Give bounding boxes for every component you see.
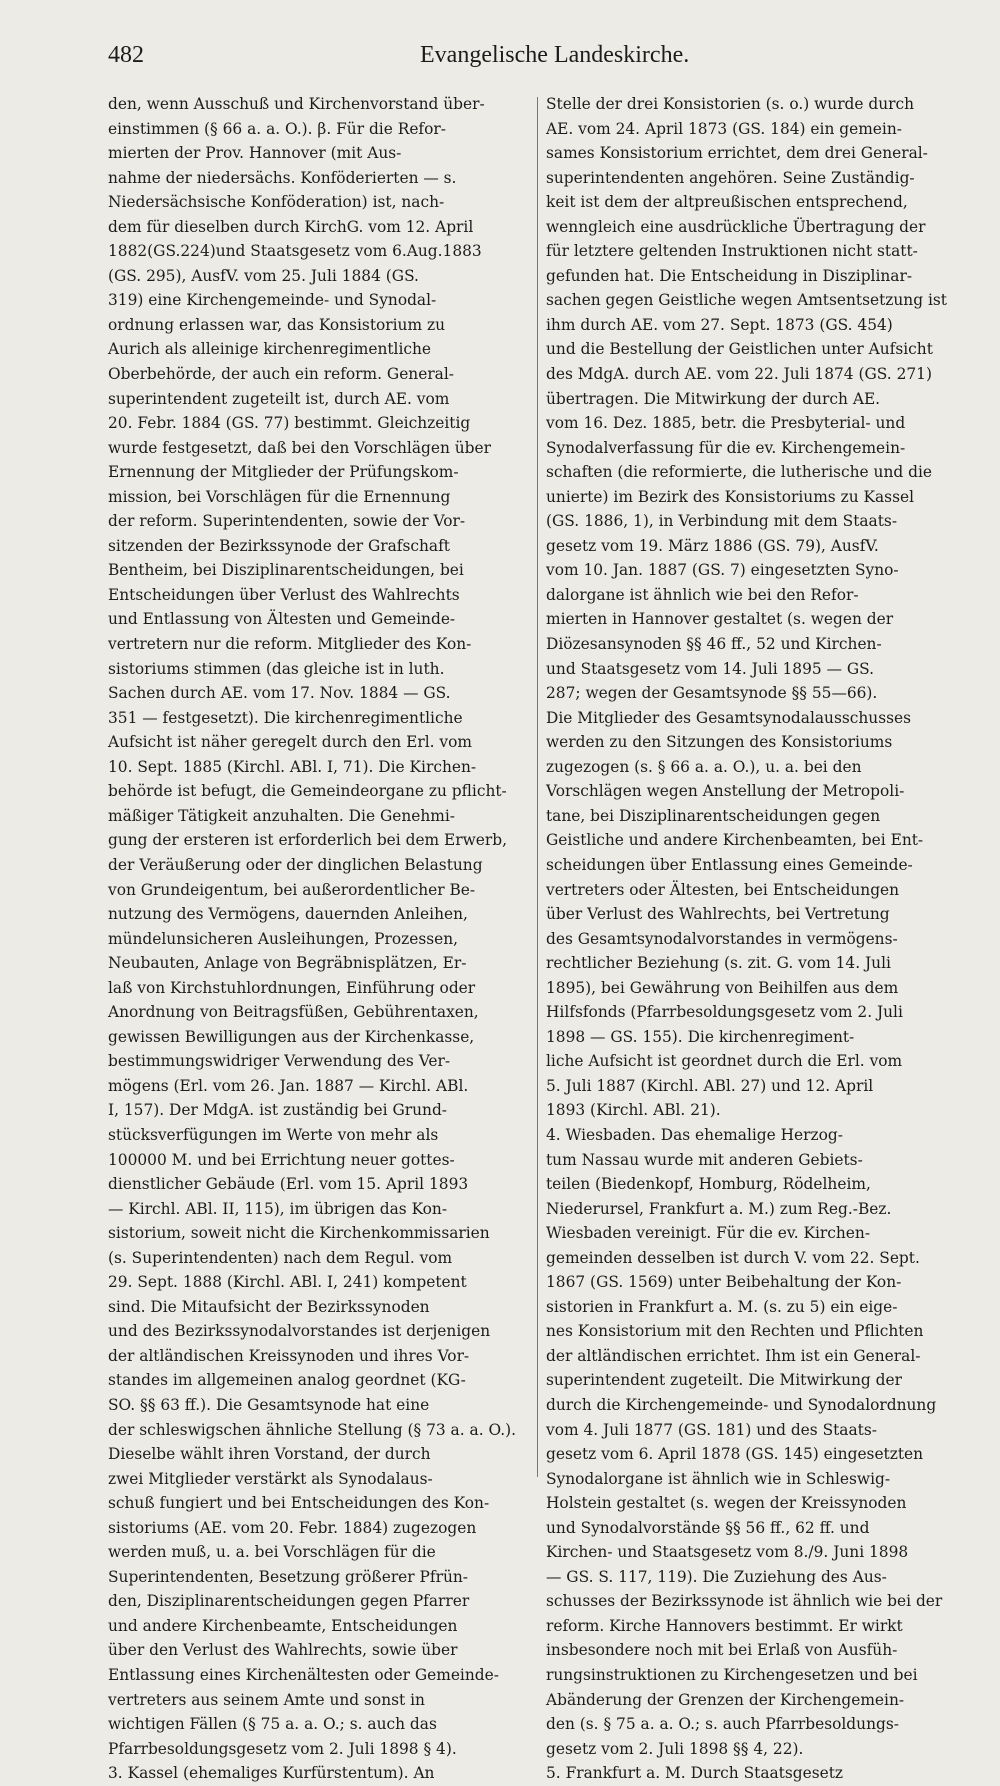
text-line: rechtlicher Beziehung (s. zit. G. vom 14. Juli — [546, 954, 891, 973]
text-line: werden zu den Sitzungen des Konsistoriums — [546, 733, 893, 752]
text-line: schuß fungiert und bei Entscheidungen des Kon- — [108, 1494, 490, 1513]
text-line: 319) eine Kirchengemeinde- und Synodal- — [108, 291, 437, 310]
text-line: werden muß, u. a. bei Vorschlägen für die — [108, 1543, 436, 1562]
text-line: durch die Kirchengemeinde- und Synodalordnung — [546, 1395, 937, 1414]
text-line: unierte) im Bezirk des Konsistoriums zu Kassel — [546, 487, 915, 506]
text-line: vertreters aus seinem Amte und sonst in — [108, 1690, 425, 1709]
text-line: reform. Kirche Hannovers bestimmt. Er wirkt — [546, 1616, 903, 1635]
text-line: zugezogen (s. § 66 a. a. O.), u. a. bei den — [546, 757, 862, 776]
text-line: 351 — festgesetzt). Die kirchenregimentliche — [108, 708, 463, 727]
text-line: insbesondere noch mit bei Erlaß von Ausfüh- — [546, 1641, 898, 1660]
text-line: standes im allgemeinen analog geordnet (KG- — [108, 1371, 466, 1390]
text-line: 287; wegen der Gesamtsynode §§ 55—66). — [546, 684, 878, 703]
text-line: 1895), bei Gewährung von Beihilfen aus dem — [546, 978, 899, 997]
text-line: dem für dieselben durch KirchG. vom 12. April — [108, 217, 474, 236]
text-line: wichtigen Fällen (§ 75 a. a. O.; s. auch das — [108, 1715, 437, 1734]
text-line: (GS. 295), AusfV. vom 25. Juli 1884 (GS. — [108, 266, 419, 285]
text-line: den (s. § 75 a. a. O.; s. auch Pfarrbesoldungs- — [546, 1715, 899, 1734]
text-line: des MdgA. durch AE. vom 22. Juli 1874 (GS. 271) — [546, 365, 932, 384]
text-line: sachen gegen Geistliche wegen Amtsentsetzung ist — [546, 291, 947, 310]
text-line: tum Nassau wurde mit anderen Gebiets- — [546, 1150, 863, 1169]
text-line: sitzenden der Bezirkssynode der Grafschaft — [108, 536, 450, 555]
text-line: 10. Sept. 1885 (Kirchl. ABl. I, 71). Die Kirchen- — [108, 757, 477, 776]
text-line: den, wenn Ausschuß und Kirchenvorstand über- — [108, 95, 485, 113]
text-line: der schleswigschen ähnliche Stellung (§ 73 a. a. O.). — [108, 1420, 516, 1439]
text-line: Hilfsfonds (Pfarrbesoldungsgesetz vom 2. Juli — [546, 1003, 903, 1022]
text-line: — Kirchl. ABl. II, 115), im übrigen das Kon- — [108, 1199, 448, 1218]
text-line: dalorgane ist ähnlich wie bei den Refor- — [546, 585, 859, 604]
text-line: nutzung des Vermögens, dauernden Anleihen, — [108, 905, 468, 924]
text-line: mierten in Hannover gestaltet (s. wegen der — [546, 610, 894, 629]
text-line: mäßiger Tätigkeit anzuhalten. Die Genehmi- — [108, 806, 455, 825]
text-line: stücksverfügungen im Werte von mehr als — [108, 1125, 439, 1144]
text-line: Pfarrbesoldungsgesetz vom 2. Juli 1898 § 4). — [108, 1739, 457, 1758]
text-line: teilen (Biedenkopf, Homburg, Rödelheim, — [546, 1175, 871, 1194]
text-line: übertragen. Die Mitwirkung der durch AE. — [546, 389, 881, 408]
text-line: 20. Febr. 1884 (GS. 77) bestimmt. Gleichzeitig — [108, 414, 471, 433]
text-line: zwei Mitglieder verstärkt als Synodalaus- — [108, 1469, 433, 1488]
text-line: SO. §§ 63 ff.). Die Gesamtsynode hat eine — [108, 1395, 430, 1414]
text-line: Niederursel, Frankfurt a. M.) zum Reg.-Bez. — [546, 1199, 892, 1218]
text-line: Abänderung der Grenzen der Kirchengemein- — [546, 1690, 905, 1709]
text-line: Synodalorgane ist ähnlich wie in Schleswig- — [546, 1469, 891, 1488]
text-line: sind. Die Mitaufsicht der Bezirkssynoden — [108, 1297, 430, 1316]
text-line: (GS. 1886, 1), in Verbindung mit dem Staats- — [546, 512, 898, 531]
text-line: vertreters oder Ältesten, bei Entscheidungen — [546, 880, 900, 899]
text-line: ordnung erlassen war, das Konsistorium zu — [108, 315, 445, 334]
text-line: vom 4. Juli 1877 (GS. 181) und des Staats- — [546, 1420, 877, 1439]
text-line: und Entlassung von Ältesten und Gemeinde- — [108, 610, 456, 629]
text-line: für letztere geltenden Instruktionen nicht statt- — [546, 242, 918, 261]
text-line: tane, bei Disziplinarentscheidungen gegen — [546, 806, 881, 825]
text-line: Kirchen- und Staatsgesetz vom 8./9. Juni 1898 — [546, 1543, 909, 1562]
text-line: vertretern nur die reform. Mitglieder des Kon- — [108, 635, 472, 654]
text-line: und die Bestellung der Geistlichen unter Aufsicht — [546, 340, 933, 359]
text-line: von Grundeigentum, bei außerordentlicher Be- — [108, 880, 476, 899]
text-line: Neubauten, Anlage von Begräbnisplätzen, Er- — [108, 954, 467, 973]
left-text-column — [108, 92, 526, 1783]
text-line: der Veräußerung oder der dinglichen Belastung — [108, 855, 483, 874]
page-number: 482 — [108, 42, 144, 68]
text-line: — GS. S. 117, 119). Die Zuziehung des Aus- — [546, 1567, 887, 1586]
text-line: Entscheidungen über Verlust des Wahlrechts — [108, 585, 460, 604]
text-line: sistorien in Frankfurt a. M. (s. zu 5) ein eige- — [546, 1297, 898, 1316]
text-line: sistorium, soweit nicht die Kirchenkommissarien — [108, 1224, 490, 1243]
text-line: Diözesansynoden §§ 46 ff., 52 und Kirchen- — [546, 635, 882, 654]
text-line: I, 157). Der MdgA. ist zuständig bei Grund- — [108, 1101, 447, 1120]
text-line: gefunden hat. Die Entscheidung in Disziplinar- — [546, 266, 913, 285]
text-line: schusses der Bezirkssynode ist ähnlich wie bei der — [546, 1592, 943, 1611]
text-line: Die Mitglieder des Gesamtsynodalausschusses — [546, 708, 912, 727]
text-line: Vorschlägen wegen Anstellung der Metropoli- — [546, 782, 905, 801]
text-line: behörde ist befugt, die Gemeindeorgane zu pflicht- — [108, 782, 507, 801]
text-line: nes Konsistorium mit den Rechten und Pflichten — [546, 1322, 924, 1341]
text-line: und andere Kirchenbeamte, Entscheidungen — [108, 1616, 458, 1635]
text-line: superintendent zugeteilt ist, durch AE. vom — [108, 389, 450, 408]
text-line: gung der ersteren ist erforderlich bei dem Erwerb, — [108, 831, 508, 850]
text-line: vom 16. Dez. 1885, betr. die Presbyterial- und — [546, 414, 906, 433]
text-line: sames Konsistorium errichtet, dem drei General- — [546, 144, 928, 163]
text-line: laß von Kirchstuhlordnungen, Einführung oder — [108, 978, 476, 997]
text-line: Synodalverfassung für die ev. Kirchengemein- — [546, 438, 906, 457]
text-line: (s. Superintendenten) nach dem Regul. vom — [108, 1248, 453, 1267]
text-line: 1867 (GS. 1569) unter Beibehaltung der Kon- — [546, 1273, 902, 1292]
text-line: Bentheim, bei Disziplinarentscheidungen, bei — [108, 561, 464, 580]
text-line: sistoriums (AE. vom 20. Febr. 1884) zugezogen — [108, 1518, 477, 1537]
text-line: Holstein gestaltet (s. wegen der Kreissynoden — [546, 1494, 907, 1513]
text-line: 1898 — GS. 155). Die kirchenregiment- — [546, 1027, 855, 1046]
text-line: Stelle der drei Konsistorien (s. o.) wurde durch — [546, 95, 915, 113]
text-line: vom 10. Jan. 1887 (GS. 7) eingesetzten Syno- — [546, 561, 899, 580]
text-line: AE. vom 24. April 1873 (GS. 184) ein gemein- — [546, 119, 902, 138]
text-line: dienstlicher Gebäude (Erl. vom 15. April 1893 — [108, 1175, 469, 1194]
text-line: und Staatsgesetz vom 14. Juli 1895 — GS. — [546, 659, 875, 678]
text-line: gesetz vom 6. April 1878 (GS. 145) eingesetzten — [546, 1445, 924, 1464]
text-line: Dieselbe wählt ihren Vorstand, der durch — [108, 1445, 431, 1464]
text-line: ihm durch AE. vom 27. Sept. 1873 (GS. 454) — [546, 315, 893, 334]
text-line: 29. Sept. 1888 (Kirchl. ABl. I, 241) kompetent — [108, 1273, 467, 1292]
text-line: gemeinden desselben ist durch V. vom 22. Sept. — [546, 1248, 920, 1267]
text-line: der altländischen errichtet. Ihm ist ein General- — [546, 1346, 921, 1365]
text-line: wurde festgesetzt, daß bei den Vorschlägen über — [108, 438, 491, 457]
text-line: einstimmen (§ 66 a. a. O.). β. Für die Refor- — [108, 119, 446, 138]
running-head: Evangelische Landeskirche. — [420, 42, 690, 68]
text-line: 100000 M. und bei Errichtung neuer gottes- — [108, 1150, 455, 1169]
text-line: Ernennung der Mitglieder der Prüfungskom- — [108, 463, 459, 482]
text-line: des Gesamtsynodalvorstandes in vermögens- — [546, 929, 898, 948]
text-line: superintendent zugeteilt. Die Mitwirkung der — [546, 1371, 902, 1390]
text-line: Niedersächsische Konföderation) ist, nach- — [108, 193, 445, 212]
text-line: keit ist dem der altpreußischen entsprechend, — [546, 193, 908, 212]
text-line: schaften (die reformierte, die lutherische und die — [546, 463, 932, 482]
right-text-column — [546, 92, 964, 1783]
text-line: Sachen durch AE. vom 17. Nov. 1884 — GS. — [108, 684, 451, 703]
text-line: der altländischen Kreissynoden und ihres Vor- — [108, 1346, 470, 1365]
text-line: 4. Wiesbaden. Das ehemalige Herzog- — [546, 1125, 843, 1144]
text-line: superintendenten angehören. Seine Zuständig- — [546, 168, 915, 187]
text-line: 5. Frankfurt a. M. Durch Staatsgesetz — [546, 1764, 844, 1783]
text-line: Aufsicht ist näher geregelt durch den Erl. vom — [108, 733, 472, 752]
text-line: nahme der niedersächs. Konföderierten — s. — [108, 168, 457, 187]
text-line: Oberbehörde, der auch ein reform. General- — [108, 365, 454, 384]
text-line: rungsinstruktionen zu Kirchengesetzen und bei — [546, 1666, 918, 1684]
text-line: mündelunsicheren Ausleihungen, Prozessen, — [108, 929, 459, 948]
text-line: gesetz vom 19. März 1886 (GS. 79), AusfV. — [546, 536, 879, 555]
text-line: und Synodalvorstände §§ 56 ff., 62 ff. und — [546, 1518, 870, 1537]
text-line: bestimmungswidriger Verwendung des Ver- — [108, 1052, 451, 1071]
text-line: 5. Juli 1887 (Kirchl. ABl. 27) und 12. April — [546, 1076, 874, 1095]
text-line: Entlassung eines Kirchenältesten oder Gemeinde- — [108, 1666, 499, 1684]
text-line: 1882(GS.224)und Staatsgesetz vom 6.Aug.1883 — [108, 242, 482, 261]
text-line: der reform. Superintendenten, sowie der Vor- — [108, 512, 466, 531]
text-line: gesetz vom 2. Juli 1898 §§ 4, 22). — [546, 1739, 804, 1758]
text-line: 3. Kassel (ehemaliges Kurfürstentum). An — [108, 1764, 435, 1783]
text-line: wenngleich eine ausdrückliche Übertragung der — [546, 217, 926, 236]
text-line: Wiesbaden vereinigt. Für die ev. Kirchen- — [546, 1224, 871, 1243]
text-line: mierten der Prov. Hannover (mit Aus- — [108, 144, 402, 163]
text-line: Anordnung von Beitragsfüßen, Gebührentaxen, — [108, 1003, 479, 1022]
text-line: und des Bezirkssynodalvorstandes ist derjenigen — [108, 1322, 491, 1341]
text-line: Superintendenten, Besetzung größerer Pfrün- — [108, 1567, 468, 1586]
text-line: mission, bei Vorschlägen für die Ernennung — [108, 487, 451, 506]
text-line: liche Aufsicht ist geordnet durch die Erl. vom — [546, 1052, 903, 1071]
text-line: 1893 (Kirchl. ABl. 21). — [546, 1101, 721, 1120]
column-divider — [537, 97, 538, 1477]
text-line: Geistliche und andere Kirchenbeamten, bei Ent- — [546, 831, 924, 850]
text-line: mögens (Erl. vom 26. Jan. 1887 — Kirchl. ABl. — [108, 1076, 469, 1095]
text-line: scheidungen über Entlassung eines Gemeinde- — [546, 855, 913, 874]
text-line: gewissen Bewilligungen aus der Kirchenkasse, — [108, 1027, 475, 1046]
text-line: über den Verlust des Wahlrechts, sowie über — [108, 1641, 458, 1660]
text-line: über Verlust des Wahlrechts, bei Vertretung — [546, 905, 890, 924]
text-line: den, Disziplinarentscheidungen gegen Pfarrer — [108, 1592, 470, 1611]
text-line: sistoriums stimmen (das gleiche ist in luth. — [108, 659, 445, 678]
text-line: Aurich als alleinige kirchenregimentliche — [108, 340, 432, 359]
